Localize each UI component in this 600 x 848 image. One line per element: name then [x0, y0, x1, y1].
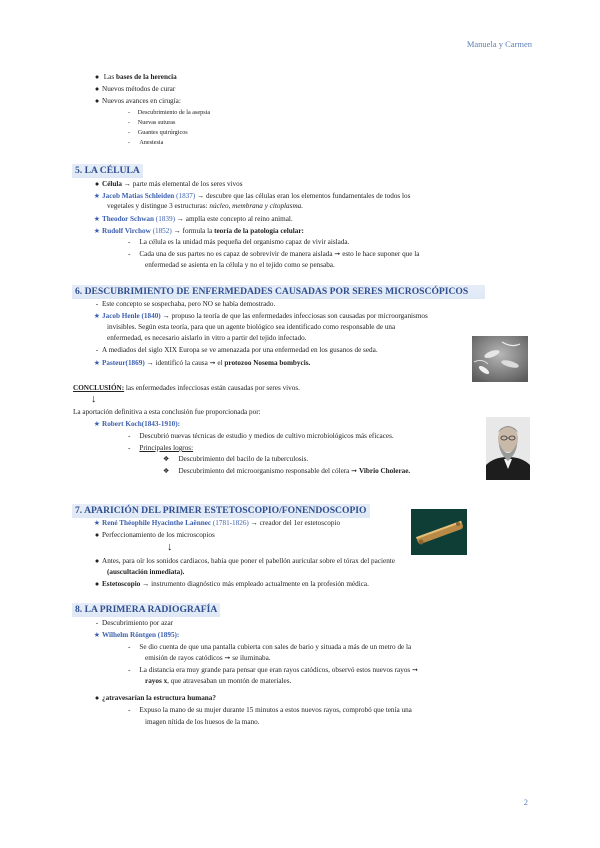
list-subitem: - Descubrió nuevas técnicas de estudio y medios de cultivo microbiológicos más eficaces. [128, 432, 394, 440]
list-item: ★ Robert Koch(1843-1910): [93, 420, 181, 428]
section-title-cell: 5. LA CÉLULA [72, 164, 143, 178]
list-subitem: - Cada una de sus partes no es capaz de sobrevivir de manera aislada ➞ esto le hace suponer que la [128, 250, 420, 258]
stethoscope-image [411, 509, 467, 555]
list-item: - A mediados del siglo XIX Europa se ve amenazada por una enfermedad en los gusanos de seda. [95, 346, 378, 354]
list-subitem: - Anestesia [128, 139, 164, 146]
list-subitem: - Descubrimiento de la asepsia [128, 109, 211, 116]
list-item: - Este concepto se sospechaba, pero NO se había demostrado. [95, 300, 276, 308]
list-subitem: ❖ Descubrimiento del bacilo de la tuberculosis. [163, 455, 309, 463]
list-subitem: - Expuso la mano de su mujer durante 15 minutos a estos nuevos rayos, comprobó que tenía una [128, 706, 412, 714]
list-item-continuation: invisibles. Según esta teoría, para que un agente biológico sea identificado como responsable de una [107, 323, 396, 331]
list-item: ★ Rudolf Virchow (1852) → formula la teoría de la patología celular: [93, 227, 304, 235]
list-item: ● Nuevos métodos de curar [94, 85, 176, 93]
list-item: ★ René Théophile Hyacinthe Laënnec (1781-1826) → creador del 1er estetoscopio [93, 519, 341, 527]
list-subitem: - La célula es la unidad más pequeña del organismo capaz de vivir aislada. [128, 238, 350, 246]
section-title-cell: 6. DESCUBRIMIENTO DE ENFERMEDADES CAUSADAS POR SERES MICROSCÓPICOS [72, 285, 485, 299]
list-item-continuation: enfermedad, es necesario aislarlo in vitro a partir del tejido infectado. [107, 334, 307, 342]
list-item: - Descubrimiento por azar [95, 619, 174, 627]
paragraph: La aportación definitiva a esta conclusión fue proporcionada por: [73, 408, 261, 416]
list-item: ● ¿atravesarían la estructura humana? [94, 694, 216, 702]
list-subitem: - Principales logros: [128, 444, 194, 452]
conclusion: CONCLUSIÓN: las enfermedades infecciosas están causadas por seres vivos. [73, 384, 300, 392]
microscope-image [472, 336, 528, 382]
list-item-continuation: (auscultación inmediata). [107, 568, 185, 576]
list-item: ● Antes, para oír los sonidos cardiacos, había que poner el pabellón auricular sobre el tórax del paciente [94, 557, 395, 565]
list-item: ★ Theodor Schwan (1839) → amplía este concepto al reino animal. [93, 215, 293, 223]
page-number: 2 [523, 797, 528, 808]
section-title-cell: 8. LA PRIMERA RADIOGRAFÍA [72, 603, 220, 617]
list-item: ● Estetoscopio → instrumento diagnóstico más empleado actualmente en la profesión médica. [94, 580, 369, 588]
list-item: ● Las bases de la herencia [94, 73, 177, 81]
list-item-continuation: imagen nítida de los huesos de la mano. [145, 718, 260, 726]
list-item: ● Perfeccionamiento de los microscopios [94, 531, 215, 539]
list-subitem: - Nuevas suturas [128, 119, 176, 126]
list-subitem: - La distancia era muy grande para pensar que eran rayos catódicos, observó estos nuevos rayos ➞ [128, 666, 419, 674]
list-item: ● Célula → parte más elemental de los seres vivos [94, 180, 243, 188]
list-item-continuation: enfermedad se asienta en la célula y no el tejido como se pensaba. [145, 261, 335, 269]
list-item: ● Nuevos avances en cirugía: [94, 97, 181, 105]
section-title-cell: 7. APARICIÓN DEL PRIMER ESTETOSCOPIO/FONENDOSCOPIO [72, 504, 370, 518]
list-item-continuation: vegetales y distingue 3 estructuras: núcleo, membrana y citoplasma. [107, 202, 304, 210]
list-item-continuation: emisión de rayos catódicos ➞ se iluminaba. [145, 654, 271, 662]
arrow-down-icon: ↓ [167, 541, 173, 553]
list-item: ★ Jacob Henle (1840) → propuso la teoría de que las enfermedades infecciosas son causadas por microorganismos [93, 312, 428, 320]
arrow-down-icon: ↓ [91, 393, 97, 405]
list-item-continuation: rayos x, que atravesaban un montón de materiales. [145, 677, 292, 685]
list-item: ★ Jacob Matias Schleiden (1837) → descubre que las células eran los elementos fundamentales de todos los [93, 192, 411, 200]
list-subitem: - Se dio cuenta de que una pantalla cubierta con sales de bario y situada a más de un metro de la [128, 643, 412, 651]
list-subitem: - Guantes quirúrgicos [128, 129, 188, 136]
list-item: ★ Wilhelm Röntgen (1895): [93, 631, 180, 639]
robert-koch-portrait [486, 417, 530, 480]
list-subitem: ❖ Descubrimiento del microorganismo responsable del cólera ➞ Vibrio Cholerae. [163, 467, 411, 475]
header-author: Manuela y Carmen [466, 39, 532, 49]
list-item: ★ Pasteur(1869) → identificó la causa ➞ el protozoo Nosema bombycis. [93, 359, 311, 367]
